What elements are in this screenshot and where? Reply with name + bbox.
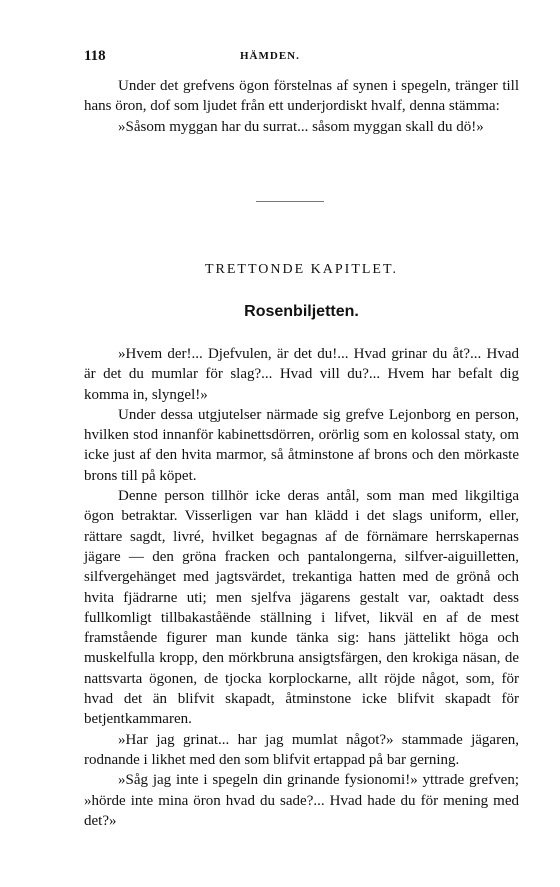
page-number: 118 [84, 48, 106, 64]
paragraph: Under dessa utgjutelser närmade sig grefve Lejonborg en person, hvilken stod innanför kabinettsdörren, orörlig som en kolossal staty, om icke just af den hvita marmor, så åtminstone af brons och den mörkaste brons till på köpet. [84, 406, 519, 484]
paragraph: »Hvem der!... Djefvulen, är det du!... Hvad grinar du åt?... Hvad är det du mumlar för slag?... Hvad vill du?... Hvem har befalt dig komma in, slyngel!» [84, 346, 519, 403]
paragraph: Denne person tillhör icke deras antål, som man med likgiltiga ögon betraktar. Visserligen var han klädd i det slags uniform, eller, rättare sagdt, livré, hvilket begagnas af de förnämare herrskapernas jägare — den gröna fracken och pantalongerna, silfver-aiguilletten, silfvergehänget med jagtsvärdet, trekantiga hatten med de grönå och hvita fjädrarne uti; men sjelfva jägarens gestalt var, oaktadt dess fullkomligt tillbakaståënde ställning i lifvet, likväl en af de mest framstående figurer man kunde tänka sig: hans jättelikt höga och muskelfulla kropp, den mörkbruna ansigtsfärgen, den krokiga näsan, de nattsvarta ögonen, de tjocka korplockarne, allt röjde något, som, för hvad det än blifvit skapadt, åtminstone icke blifvit skapadt för betjentkammaren. [84, 488, 519, 728]
chapter-heading: TRETTONDE KAPITLET. [204, 262, 398, 277]
chapter-title: Rosenbiljetten. [244, 303, 359, 320]
paragraph: »Såg jag inte i spegeln din grinande fysionomi!» yttrade grefven; »hörde inte mina öron hvad du sade?... Hvad hade du för mening med det?» [84, 772, 519, 829]
paragraph: Under det grefvens ögon förstelnas af synen i spegeln, tränger till hans öron, dof som ljudet från ett underjordiskt hvalf, denna stämma: [84, 78, 519, 115]
paragraph: »Har jag grinat... har jag mumlat något?» stammade jägaren, rodnande i likhet med den som blifvit ertappad på bar gerning. [84, 731, 519, 768]
top-text [84, 76, 519, 137]
section-divider [256, 201, 324, 202]
page-header [84, 48, 524, 70]
body-text [84, 344, 519, 831]
running-head: HÄMDEN. [240, 50, 300, 62]
paragraph: »Såsom myggan har du surrat... såsom myggan skall du dö!» [118, 118, 484, 135]
